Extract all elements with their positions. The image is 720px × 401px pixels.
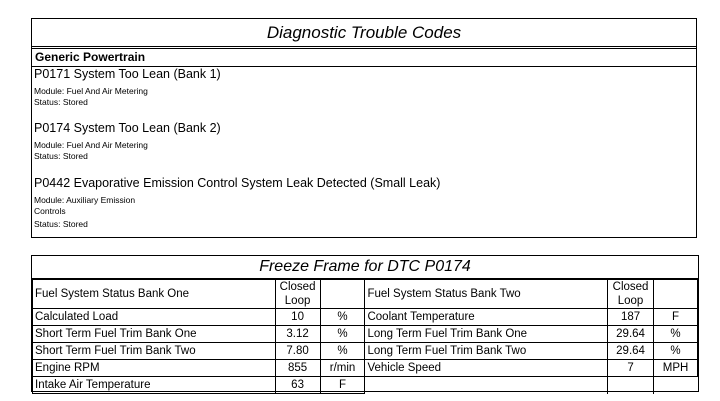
param-label: Short Term Fuel Trim Bank One [33, 326, 276, 343]
param-value-line: Loop [617, 295, 644, 307]
param-value-line: Closed [612, 281, 649, 293]
param-value-line: Loop [284, 295, 311, 307]
table-row [33, 326, 698, 343]
dtc-entry [34, 121, 221, 162]
param-value: 10 [275, 309, 320, 326]
dtc-status: Status: Stored [34, 219, 88, 229]
dtc-module: Module: Fuel And Air Metering [34, 86, 148, 96]
dtc-status: Status: Stored [34, 151, 88, 161]
param-unit: r/min [320, 360, 365, 377]
table-row [33, 360, 698, 377]
param-label [365, 377, 608, 394]
dtc-status: Status: Stored [34, 97, 88, 107]
param-value-line: Closed [279, 281, 316, 293]
dtc-code-title: P0174 System Too Lean (Bank 2) [34, 121, 221, 135]
param-value: 63 [275, 377, 320, 394]
param-unit: % [320, 309, 365, 326]
dtc-section-header: Generic Powertrain [32, 48, 696, 67]
param-unit: % [654, 343, 698, 360]
param-unit: % [320, 326, 365, 343]
param-value [608, 280, 654, 309]
param-value: 855 [275, 360, 320, 377]
dtc-code-title: P0171 System Too Lean (Bank 1) [34, 67, 221, 81]
dtc-code-title: P0442 Evaporative Emission Control System Leak Detected (Small Leak) [34, 176, 441, 190]
param-value: 187 [608, 309, 654, 326]
table-row [33, 343, 698, 360]
param-value: 3.12 [275, 326, 320, 343]
param-label: Vehicle Speed [365, 360, 608, 377]
dtc-entry [34, 176, 440, 230]
param-label: Long Term Fuel Trim Bank One [365, 326, 608, 343]
table-row [33, 280, 698, 309]
param-unit: % [320, 343, 365, 360]
param-unit: MPH [654, 360, 698, 377]
param-value: 29.64 [608, 343, 654, 360]
param-label: Intake Air Temperature [33, 377, 276, 394]
param-label: Long Term Fuel Trim Bank Two [365, 343, 608, 360]
freeze-frame-table [32, 279, 698, 394]
param-label: Fuel System Status Bank One [33, 280, 276, 309]
dtc-title: Diagnostic Trouble Codes [32, 19, 696, 47]
dtc-module: Module: Fuel And Air Metering [34, 140, 148, 150]
dtc-module-continued: Controls [34, 206, 66, 216]
param-label: Fuel System Status Bank Two [365, 280, 608, 309]
param-value: 7.80 [275, 343, 320, 360]
freeze-frame-panel [31, 255, 699, 392]
param-unit [654, 280, 698, 309]
dtc-module: Module: Auxiliary Emission [34, 195, 136, 205]
param-unit: F [654, 309, 698, 326]
param-label: Calculated Load [33, 309, 276, 326]
dtc-entry [34, 67, 221, 108]
param-label: Coolant Temperature [365, 309, 608, 326]
param-value [275, 280, 320, 309]
param-value: 7 [608, 360, 654, 377]
param-unit [654, 377, 698, 394]
table-row [33, 309, 698, 326]
param-value: 29.64 [608, 326, 654, 343]
param-label: Engine RPM [33, 360, 276, 377]
param-unit: F [320, 377, 365, 394]
dtc-panel [31, 18, 697, 238]
freeze-frame-title: Freeze Frame for DTC P0174 [32, 256, 698, 279]
table-row [33, 377, 698, 394]
param-value [608, 377, 654, 394]
param-label: Short Term Fuel Trim Bank Two [33, 343, 276, 360]
param-unit [320, 280, 365, 309]
param-unit: % [654, 326, 698, 343]
